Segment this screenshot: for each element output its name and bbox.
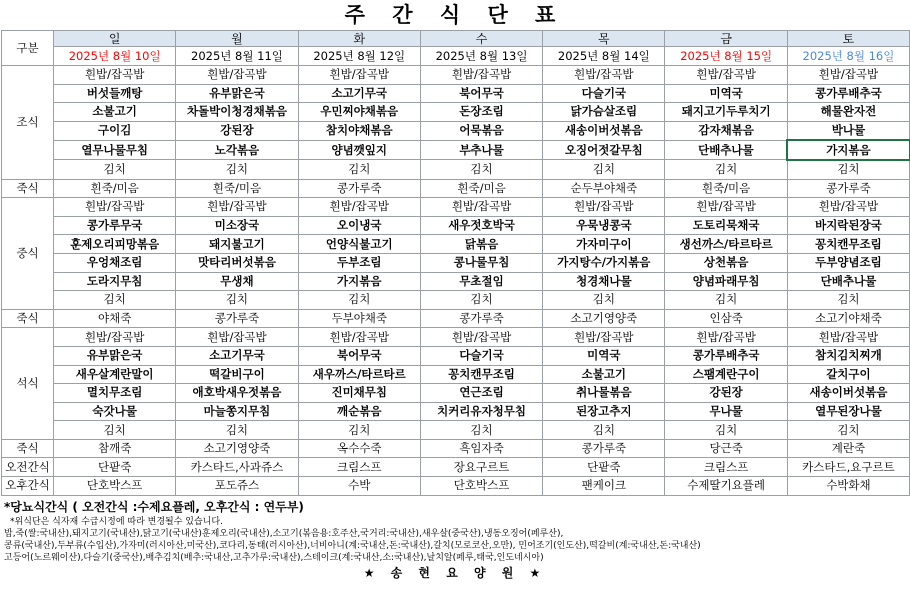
- menu-cell-thu: 새송이버섯볶음: [543, 121, 665, 140]
- menu-cell-fri: 콩가루배추국: [665, 346, 787, 365]
- menu-cell-wed: 김치: [420, 291, 542, 310]
- menu-cell-fri: 무나물: [665, 402, 787, 421]
- menu-cell-tue: 흰밥/잡곡밥: [298, 198, 420, 217]
- menu-cell-sun: 우엉채조림: [54, 253, 176, 272]
- menu-cell-mon: 김치: [176, 291, 298, 310]
- menu-cell-tue: 흰밥/잡곡밥: [298, 66, 420, 85]
- menu-cell-fri: 단배추나물: [665, 140, 787, 160]
- menu-cell-mon: 흰밥/잡곡밥: [176, 328, 298, 347]
- menu-cell-mon: 콩가루죽: [176, 309, 298, 328]
- menu-cell-mon: 김치: [176, 421, 298, 440]
- menu-cell-sat: 해물완자전: [787, 103, 909, 122]
- section-label: 석식: [2, 328, 54, 440]
- section-label: 오후간식: [2, 477, 54, 496]
- menu-row: [2, 384, 910, 403]
- menu-cell-mon: 흰밥/잡곡밥: [176, 198, 298, 217]
- menu-cell-sat: 김치: [787, 160, 909, 179]
- notes: [0, 498, 910, 564]
- date-wed: 2025년 8월 13일: [420, 47, 542, 66]
- menu-cell-fri: 스팸계란구이: [665, 365, 787, 384]
- menu-cell-fri: 생선까스/타르타르: [665, 235, 787, 254]
- menu-cell-tue: 두부조림: [298, 253, 420, 272]
- menu-cell-thu: 팬케이크: [543, 477, 665, 496]
- menu-cell-fri: 돼지고기두루치기: [665, 103, 787, 122]
- menu-row: [2, 66, 910, 85]
- menu-cell-sun: 도라지무침: [54, 272, 176, 291]
- section-label: 죽식: [2, 179, 54, 198]
- menu-cell-sat: 박나물: [787, 121, 909, 140]
- menu-row: [2, 179, 910, 198]
- menu-cell-sun: 김치: [54, 421, 176, 440]
- menu-cell-wed: 흑임자죽: [420, 439, 542, 458]
- menu-cell-thu: 콩가루죽: [543, 439, 665, 458]
- menu-cell-wed: 새우젓호박국: [420, 216, 542, 235]
- menu-cell-sat: 바지락된장국: [787, 216, 909, 235]
- menu-cell-fri: 당근죽: [665, 439, 787, 458]
- menu-cell-tue: 크림스프: [298, 458, 420, 477]
- menu-cell-thu: 다슬기국: [543, 84, 665, 103]
- menu-cell-sun: 김치: [54, 160, 176, 179]
- weekly-menu-table: [1, 30, 910, 496]
- origin-line-1: 밥,죽(쌀:국내산),돼지고기(국내산),닭고기(국내산)훈제오리(국내산),소고기(볶음용:호주산,국거리:국내산),새우살(중국산),냉동오징어(페루산),: [4, 528, 564, 539]
- menu-cell-mon: 흰죽/미음: [176, 179, 298, 198]
- menu-cell-fri: 김치: [665, 291, 787, 310]
- menu-cell-tue: 김치: [298, 291, 420, 310]
- menu-row: [2, 421, 910, 440]
- menu-cell-thu: 단팥죽: [543, 458, 665, 477]
- menu-cell-sat: 흰밥/잡곡밥: [787, 198, 909, 217]
- menu-row: [2, 477, 910, 496]
- menu-row: [2, 291, 910, 310]
- menu-cell-wed: 김치: [420, 160, 542, 179]
- day-sat: 토: [787, 31, 909, 47]
- day-sun: 일: [54, 31, 176, 47]
- section-label: 중식: [2, 198, 54, 310]
- menu-cell-wed: 콩가루죽: [420, 309, 542, 328]
- menu-cell-tue: 김치: [298, 160, 420, 179]
- menu-cell-thu: 김치: [543, 291, 665, 310]
- menu-cell-thu: 김치: [543, 421, 665, 440]
- menu-cell-tue: 깨순볶음: [298, 402, 420, 421]
- menu-cell-tue: 진미채무침: [298, 384, 420, 403]
- menu-cell-fri: 수제딸기요플레: [665, 477, 787, 496]
- menu-cell-wed: 어묵볶음: [420, 121, 542, 140]
- menu-cell-sat: 가지볶음: [787, 140, 909, 160]
- menu-row: [2, 272, 910, 291]
- menu-cell-sun: 새우살계란말이: [54, 365, 176, 384]
- menu-cell-sun: 김치: [54, 291, 176, 310]
- menu-cell-wed: 흰죽/미음: [420, 179, 542, 198]
- day-thu: 목: [543, 31, 665, 47]
- menu-cell-sun: 버섯들깨탕: [54, 84, 176, 103]
- date-fri: 2025년 8월 15일: [665, 47, 787, 66]
- menu-cell-mon: 김치: [176, 160, 298, 179]
- date-mon: 2025년 8월 11일: [176, 47, 298, 66]
- menu-cell-tue: 우민찌야채볶음: [298, 103, 420, 122]
- menu-cell-sun: 흰밥/잡곡밥: [54, 198, 176, 217]
- menu-cell-fri: 감자채볶음: [665, 121, 787, 140]
- menu-cell-mon: 떡갈비구이: [176, 365, 298, 384]
- menu-cell-tue: 김치: [298, 421, 420, 440]
- menu-row: [2, 458, 910, 477]
- menu-cell-sun: 열무나물무침: [54, 140, 176, 160]
- date-sat: 2025년 8월 16일: [787, 47, 909, 66]
- menu-cell-fri: 흰죽/미음: [665, 179, 787, 198]
- menu-cell-fri: 김치: [665, 160, 787, 179]
- header-label: 구분: [2, 31, 54, 66]
- section-label: 죽식: [2, 309, 54, 328]
- date-thu: 2025년 8월 14일: [543, 47, 665, 66]
- menu-cell-mon: 맛타리버섯볶음: [176, 253, 298, 272]
- menu-cell-sun: 훈제오리피망볶음: [54, 235, 176, 254]
- menu-cell-wed: 무초절임: [420, 272, 542, 291]
- menu-cell-sat: 소고기야채죽: [787, 309, 909, 328]
- menu-cell-thu: 취나물볶음: [543, 384, 665, 403]
- menu-row: [2, 328, 910, 347]
- menu-cell-thu: 청경채나물: [543, 272, 665, 291]
- menu-cell-mon: 카스타드,사과쥬스: [176, 458, 298, 477]
- menu-cell-wed: 콩나물무침: [420, 253, 542, 272]
- section-label: 조식: [2, 66, 54, 180]
- menu-cell-thu: 소불고기: [543, 365, 665, 384]
- date-tue: 2025년 8월 12일: [298, 47, 420, 66]
- origin-line-3: 고등어(노르웨이산),다슬기(중국산),배추김치(배추:국내산,고추가루:국내산),스테이크(계:국내산,소:국내산),날치알(페루,태국,인도네시아): [4, 552, 544, 563]
- menu-cell-mon: 소고기무국: [176, 346, 298, 365]
- menu-cell-wed: 장요구르트: [420, 458, 542, 477]
- menu-cell-tue: 참치야채볶음: [298, 121, 420, 140]
- menu-cell-sun: 흰밥/잡곡밥: [54, 66, 176, 85]
- menu-cell-fri: 흰밥/잡곡밥: [665, 66, 787, 85]
- menu-cell-sun: 콩가루무국: [54, 216, 176, 235]
- menu-cell-sat: 열무된장나물: [787, 402, 909, 421]
- menu-cell-wed: 꽁치캔무조림: [420, 365, 542, 384]
- menu-cell-mon: 노각볶음: [176, 140, 298, 160]
- menu-cell-fri: 도토리묵채국: [665, 216, 787, 235]
- menu-cell-wed: 돈장조림: [420, 103, 542, 122]
- menu-cell-fri: 흰밥/잡곡밥: [665, 198, 787, 217]
- menu-row: [2, 121, 910, 140]
- menu-row: [2, 160, 910, 179]
- menu-cell-wed: 치커리유자청무침: [420, 402, 542, 421]
- menu-cell-sat: 단배추나물: [787, 272, 909, 291]
- menu-cell-thu: 흰밥/잡곡밥: [543, 198, 665, 217]
- menu-cell-tue: 흰밥/잡곡밥: [298, 328, 420, 347]
- day-fri: 금: [665, 31, 787, 47]
- menu-cell-thu: 소고기영양죽: [543, 309, 665, 328]
- menu-cell-wed: 김치: [420, 421, 542, 440]
- menu-cell-sun: 흰밥/잡곡밥: [54, 328, 176, 347]
- menu-row: [2, 198, 910, 217]
- menu-cell-wed: 북어무국: [420, 84, 542, 103]
- menu-cell-sat: 콩가루죽: [787, 179, 909, 198]
- change-note: *위식단은 식자재 수급시정에 따라 변경될수 있습니다.: [10, 516, 223, 527]
- menu-cell-fri: 김치: [665, 421, 787, 440]
- menu-cell-sat: 계란죽: [787, 439, 909, 458]
- menu-cell-thu: 흰밥/잡곡밥: [543, 328, 665, 347]
- page-title: 주 간 식 단 표: [344, 3, 566, 27]
- menu-cell-sat: 흰밥/잡곡밥: [787, 66, 909, 85]
- section-label: 죽식: [2, 439, 54, 458]
- menu-cell-tue: 언양식불고기: [298, 235, 420, 254]
- menu-cell-thu: 된장고추지: [543, 402, 665, 421]
- menu-cell-mon: 강된장: [176, 121, 298, 140]
- menu-cell-sun: 흰죽/미음: [54, 179, 176, 198]
- section-label: 오전간식: [2, 458, 54, 477]
- menu-cell-tue: 오이냉국: [298, 216, 420, 235]
- menu-cell-mon: 포도쥬스: [176, 477, 298, 496]
- menu-cell-sat: 새송이버섯볶음: [787, 384, 909, 403]
- menu-cell-sun: 소불고기: [54, 103, 176, 122]
- menu-cell-wed: 흰밥/잡곡밥: [420, 328, 542, 347]
- menu-row: [2, 439, 910, 458]
- menu-cell-fri: 강된장: [665, 384, 787, 403]
- menu-cell-mon: 미소장국: [176, 216, 298, 235]
- menu-row: [2, 402, 910, 421]
- menu-cell-sat: 김치: [787, 291, 909, 310]
- menu-cell-tue: 수박: [298, 477, 420, 496]
- menu-cell-thu: 닭가슴살조림: [543, 103, 665, 122]
- menu-cell-sun: 구이김: [54, 121, 176, 140]
- menu-cell-sun: 유부맑은국: [54, 346, 176, 365]
- day-tue: 화: [298, 31, 420, 47]
- menu-cell-wed: 닭볶음: [420, 235, 542, 254]
- menu-cell-fri: 양념파래무침: [665, 272, 787, 291]
- menu-cell-sun: 야채죽: [54, 309, 176, 328]
- menu-cell-sat: 김치: [787, 421, 909, 440]
- menu-cell-thu: 흰밥/잡곡밥: [543, 66, 665, 85]
- menu-cell-tue: 옥수수죽: [298, 439, 420, 458]
- menu-cell-sat: 꽁치캔무조림: [787, 235, 909, 254]
- menu-cell-wed: 연근조림: [420, 384, 542, 403]
- footer-facility-name: ★ 송 현 요 양 원 ★: [363, 565, 547, 580]
- menu-cell-mon: 무생채: [176, 272, 298, 291]
- menu-cell-wed: 흰밥/잡곡밥: [420, 198, 542, 217]
- menu-cell-fri: 미역국: [665, 84, 787, 103]
- menu-cell-sun: 참깨죽: [54, 439, 176, 458]
- menu-cell-sun: 멸치무조림: [54, 384, 176, 403]
- menu-row: [2, 253, 910, 272]
- menu-row: [2, 235, 910, 254]
- menu-cell-sat: 수박화채: [787, 477, 909, 496]
- menu-cell-tue: 소고기무국: [298, 84, 420, 103]
- menu-row: [2, 309, 910, 328]
- menu-cell-sat: 카스타드,요구르트: [787, 458, 909, 477]
- menu-cell-mon: 흰밥/잡곡밥: [176, 66, 298, 85]
- menu-cell-sun: 단호박스프: [54, 477, 176, 496]
- menu-cell-fri: 상천볶음: [665, 253, 787, 272]
- menu-cell-fri: 인삼죽: [665, 309, 787, 328]
- menu-cell-wed: 단호박스프: [420, 477, 542, 496]
- menu-cell-sun: 단팥죽: [54, 458, 176, 477]
- menu-cell-thu: 오징어젓갈무침: [543, 140, 665, 160]
- menu-row: [2, 365, 910, 384]
- menu-row: [2, 346, 910, 365]
- menu-cell-wed: 부추나물: [420, 140, 542, 160]
- menu-cell-thu: 순두부야채죽: [543, 179, 665, 198]
- menu-cell-sat: 두부양념조림: [787, 253, 909, 272]
- menu-cell-thu: 김치: [543, 160, 665, 179]
- menu-cell-mon: 돼지불고기: [176, 235, 298, 254]
- day-wed: 수: [420, 31, 542, 47]
- menu-cell-mon: 유부맑은국: [176, 84, 298, 103]
- menu-row: [2, 103, 910, 122]
- menu-cell-tue: 콩가루죽: [298, 179, 420, 198]
- menu-cell-tue: 북어무국: [298, 346, 420, 365]
- menu-cell-mon: 애호박새우젓볶음: [176, 384, 298, 403]
- menu-cell-tue: 가지볶음: [298, 272, 420, 291]
- menu-cell-mon: 차돌박이청경채볶음: [176, 103, 298, 122]
- menu-cell-thu: 우묵냉콩국: [543, 216, 665, 235]
- menu-cell-fri: 크림스프: [665, 458, 787, 477]
- menu-cell-sat: 갈치구이: [787, 365, 909, 384]
- menu-cell-sat: 콩가루배추국: [787, 84, 909, 103]
- menu-row: [2, 84, 910, 103]
- diabetic-snack-note: *당뇨식간식 ( 오전간식 :수제요플레, 오후간식 : 연두부): [4, 499, 304, 514]
- menu-cell-sat: 흰밥/잡곡밥: [787, 328, 909, 347]
- menu-cell-thu: 가자미구이: [543, 235, 665, 254]
- menu-cell-wed: 다슬기국: [420, 346, 542, 365]
- menu-cell-mon: 소고기영양죽: [176, 439, 298, 458]
- day-mon: 월: [176, 31, 298, 47]
- date-sun: 2025년 8월 10일: [54, 47, 176, 66]
- menu-cell-thu: 미역국: [543, 346, 665, 365]
- menu-row: [2, 140, 910, 160]
- menu-row: [2, 216, 910, 235]
- menu-cell-sat: 참치김치찌개: [787, 346, 909, 365]
- menu-cell-mon: 마늘쫑지무침: [176, 402, 298, 421]
- menu-cell-tue: 양념깻잎지: [298, 140, 420, 160]
- menu-cell-thu: 가지탕수/가지볶음: [543, 253, 665, 272]
- menu-cell-tue: 두부야채죽: [298, 309, 420, 328]
- origin-line-2: 콩류(국내산),두부류(수입산),가자미(러시아산,미국산),코다리,동태(러시아산),너비아니(계:국내산,돈:국내산),갈치(모로코산,오만), 민어조기(인도산),떡갈비(계:국내산,돈:국내산): [4, 540, 701, 551]
- menu-cell-sun: 숙갓나물: [54, 402, 176, 421]
- menu-cell-wed: 흰밥/잡곡밥: [420, 66, 542, 85]
- menu-cell-tue: 새우까스/타르타르: [298, 365, 420, 384]
- menu-cell-fri: 흰밥/잡곡밥: [665, 328, 787, 347]
